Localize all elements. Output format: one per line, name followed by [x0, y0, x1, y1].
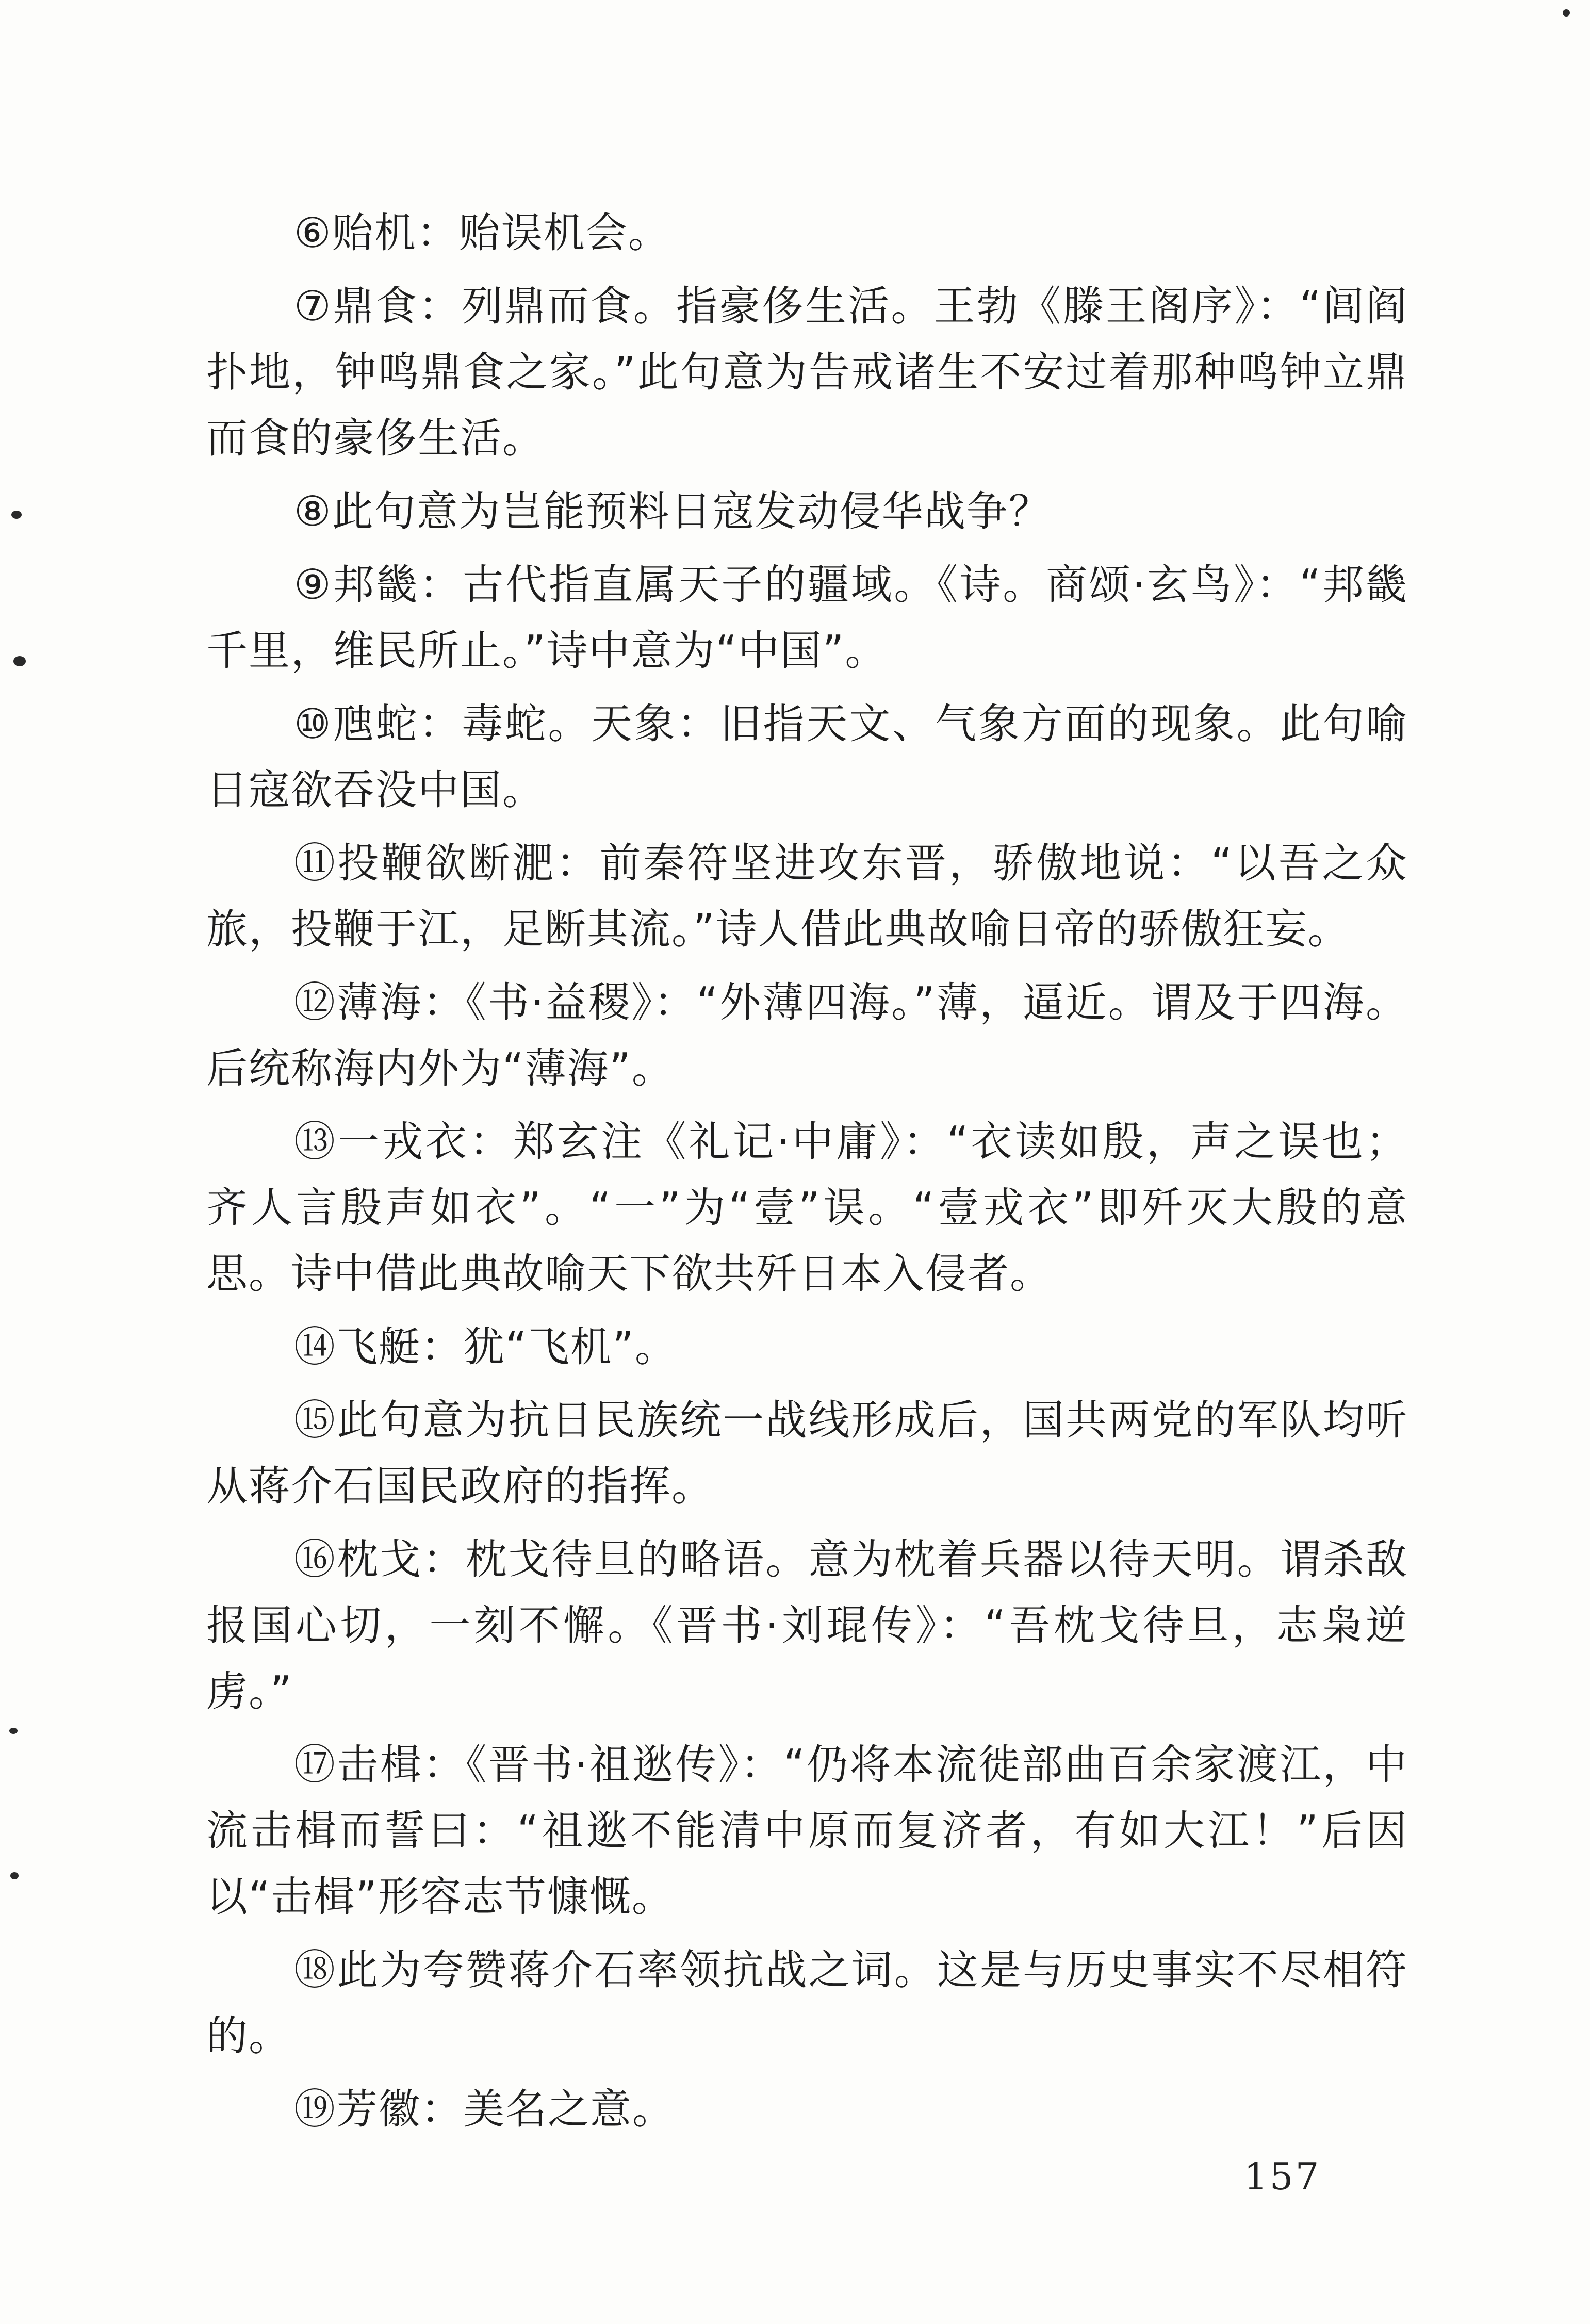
annotation-10: ⑩虺蛇：毒蛇。天象：旧指天文、气象方面的现象。此句喻日寇欲吞没中国。 — [206, 700, 1408, 814]
annotation-11: ⑪投鞭欲断淝：前秦符坚进攻东晋，骄傲地说：“以吾之众旅，投鞭于江，足断其流。”诗人借此典故喻日帝的骄傲狂妄。 — [206, 839, 1408, 953]
annotation-15: ⑮此句意为抗日民族统一战线形成后，国共两党的军队均听从蒋介石国民政府的指挥。 — [206, 1396, 1408, 1510]
annotation-19: ⑲芳徽：美名之意。 — [294, 2085, 675, 2133]
annotation-9: ⑨邦畿：古代指直属天子的疆域。《诗。商颂·玄鸟》：“邦畿千里，维民所止。”诗中意为“中国”。 — [206, 561, 1408, 675]
annotation-14: ⑭飞艇：犹“飞机”。 — [294, 1323, 677, 1371]
annotation-7: ⑦鼎食：列鼎而食。指豪侈生活。王勃《滕王阁序》：“闾阎扑地，钟鸣鼎食之家。”此句意为告戒诸生不安过着那种鸣钟立鼎而食的豪侈生活。 — [206, 282, 1408, 462]
scan-speck — [13, 656, 26, 666]
scan-speck — [9, 1728, 18, 1734]
annotation-18: ⑱此为夸赞蒋介石率领抗战之词。这是与历史事实不尽相符的。 — [206, 1946, 1408, 2060]
annotation-17: ⑰击楫：《晋书·祖逖传》：“仍将本流徙部曲百余家渡江，中流击楫而誓曰：“祖逖不能清中原而复济者，有如大江！”后因以“击楫”形容志节慷慨。 — [206, 1741, 1408, 1921]
scan-speck — [1563, 9, 1570, 17]
annotation-list — [206, 200, 1408, 2150]
annotation-16: ⑯枕戈：枕戈待旦的略语。意为枕着兵器以待天明。谓杀敌报国心切，一刻不懈。《晋书·刘琨传》：“吾枕戈待旦，志枭逆虏。” — [206, 1535, 1408, 1715]
annotation-6: ⑥贻机：贻误机会。 — [294, 209, 670, 257]
page-number: 157 — [1244, 2155, 1321, 2198]
scan-speck — [11, 511, 22, 519]
annotation-8: ⑧此句意为岂能预料日寇发动侵华战争？ — [294, 487, 1051, 535]
scan-speck — [10, 1872, 19, 1879]
annotation-12: ⑫薄海：《书·益稷》：“外薄四海。”薄，逼近。谓及于四海。后统称海内外为“薄海”。 — [206, 978, 1408, 1092]
annotation-13: ⑬一戎衣：郑玄注《礼记·中庸》：“衣读如殷，声之误也；齐人言殷声如衣”。“一”为“壹”误。“壹戎衣”即歼灭大殷的意思。诗中借此典故喻天下欲共歼日本入侵者。 — [206, 1118, 1408, 1298]
